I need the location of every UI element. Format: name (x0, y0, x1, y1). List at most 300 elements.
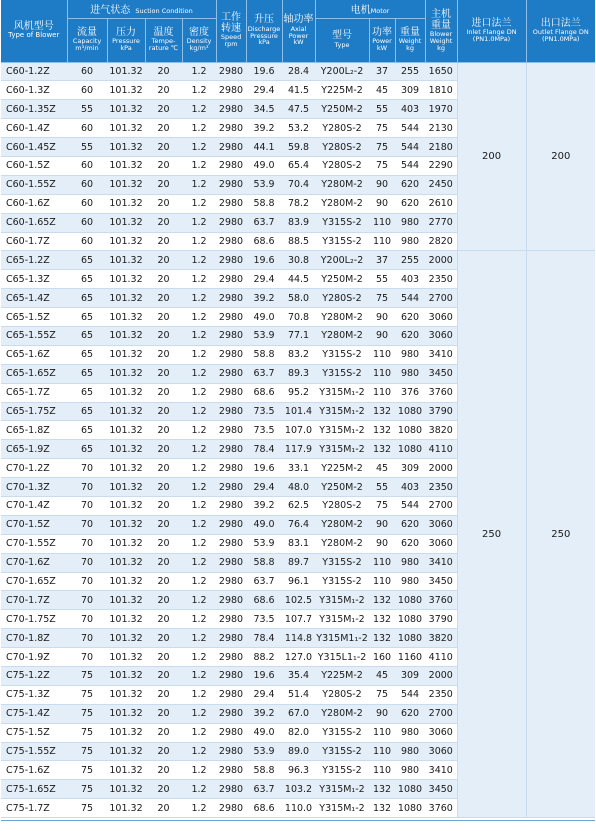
cell-capacity: 60 (67, 232, 107, 251)
cell-pressure: 101.32 (107, 100, 145, 119)
cell-axial-power: 95.2 (282, 383, 315, 402)
cell-density: 1.2 (182, 421, 216, 440)
outlet-flange-value: 200 (526, 62, 595, 251)
cell-blower-weight: 3790 (425, 402, 457, 421)
cell-capacity: 60 (67, 62, 107, 81)
cell-speed: 2980 (216, 610, 246, 629)
cell-capacity: 70 (67, 534, 107, 553)
cell-motor-power: 90 (369, 326, 395, 345)
cell-density: 1.2 (182, 459, 216, 478)
cell-motor-power: 37 (369, 62, 395, 81)
cell-capacity: 70 (67, 459, 107, 478)
cell-density: 1.2 (182, 534, 216, 553)
cell-axial-power: 41.5 (282, 81, 315, 100)
cell-temperature: 20 (145, 572, 182, 591)
cell-capacity: 75 (67, 704, 107, 723)
cell-model: C65-1.5Z (1, 308, 67, 327)
cell-motor-weight: 620 (395, 326, 425, 345)
cell-temperature: 20 (145, 156, 182, 175)
cell-motor-type: Y200L₂-2 (315, 251, 369, 270)
cell-axial-power: 33.1 (282, 459, 315, 478)
cell-speed: 2980 (216, 591, 246, 610)
cell-pressure: 101.32 (107, 723, 145, 742)
cell-axial-power: 51.4 (282, 685, 315, 704)
cell-model: C75-1.4Z (1, 704, 67, 723)
cell-motor-type: Y280S-2 (315, 289, 369, 308)
cell-axial-power: 102.5 (282, 591, 315, 610)
cell-motor-type: Y315S-2 (315, 232, 369, 251)
cell-motor-power: 75 (369, 119, 395, 138)
cell-motor-power: 75 (369, 138, 395, 157)
cell-motor-type: Y280M-2 (315, 308, 369, 327)
cell-speed: 2980 (216, 232, 246, 251)
header-capacity: 流量 Capacity m³/min (67, 18, 107, 62)
cell-motor-power: 90 (369, 308, 395, 327)
cell-pressure: 101.32 (107, 648, 145, 667)
cell-pressure: 101.32 (107, 610, 145, 629)
cell-blower-weight: 2000 (425, 667, 457, 686)
cell-blower-weight: 2610 (425, 194, 457, 213)
cell-speed: 2980 (216, 704, 246, 723)
cell-motor-type: Y315S-2 (315, 723, 369, 742)
cell-speed: 2980 (216, 572, 246, 591)
cell-motor-power: 110 (369, 553, 395, 572)
cell-model: C75-1.6Z (1, 761, 67, 780)
cell-blower-weight: 2700 (425, 704, 457, 723)
cell-pressure: 101.32 (107, 572, 145, 591)
cell-pressure: 101.32 (107, 81, 145, 100)
cell-speed: 2980 (216, 138, 246, 157)
cell-capacity: 65 (67, 364, 107, 383)
cell-motor-weight: 403 (395, 478, 425, 497)
cell-model: C70-1.75Z (1, 610, 67, 629)
cell-model: C65-1.4Z (1, 289, 67, 308)
cell-discharge: 29.4 (246, 81, 282, 100)
cell-speed: 2980 (216, 402, 246, 421)
cell-temperature: 20 (145, 685, 182, 704)
cell-model: C60-1.65Z (1, 213, 67, 232)
cell-pressure: 101.32 (107, 515, 145, 534)
cell-blower-weight: 3060 (425, 723, 457, 742)
cell-motor-weight: 255 (395, 251, 425, 270)
cell-density: 1.2 (182, 81, 216, 100)
cell-temperature: 20 (145, 761, 182, 780)
cell-capacity: 60 (67, 175, 107, 194)
cell-model: C70-1.65Z (1, 572, 67, 591)
cell-axial-power: 70.8 (282, 308, 315, 327)
cell-speed: 2980 (216, 308, 246, 327)
cell-blower-weight: 3410 (425, 553, 457, 572)
cell-blower-weight: 2770 (425, 213, 457, 232)
cell-axial-power: 78.2 (282, 194, 315, 213)
cell-axial-power: 114.8 (282, 629, 315, 648)
cell-motor-weight: 309 (395, 459, 425, 478)
cell-blower-weight: 1650 (425, 62, 457, 81)
cell-motor-power: 75 (369, 496, 395, 515)
cell-discharge: 49.0 (246, 156, 282, 175)
cell-motor-type: Y280M-2 (315, 515, 369, 534)
cell-motor-power: 75 (369, 289, 395, 308)
cell-blower-weight: 3450 (425, 780, 457, 799)
cell-temperature: 20 (145, 100, 182, 119)
cell-temperature: 20 (145, 667, 182, 686)
cell-axial-power: 53.2 (282, 119, 315, 138)
header-discharge: 升压 Discharge Pressure kPa (246, 0, 282, 62)
cell-motor-type: Y225M-2 (315, 667, 369, 686)
cell-model: C75-1.2Z (1, 667, 67, 686)
cell-blower-weight: 2700 (425, 496, 457, 515)
cell-density: 1.2 (182, 175, 216, 194)
cell-motor-type: Y280M-2 (315, 326, 369, 345)
cell-capacity: 75 (67, 667, 107, 686)
cell-density: 1.2 (182, 478, 216, 497)
cell-motor-weight: 980 (395, 742, 425, 761)
cell-temperature: 20 (145, 402, 182, 421)
cell-discharge: 78.4 (246, 629, 282, 648)
cell-temperature: 20 (145, 326, 182, 345)
cell-model: C60-1.5Z (1, 156, 67, 175)
cell-blower-weight: 4110 (425, 440, 457, 459)
cell-motor-weight: 403 (395, 100, 425, 119)
cell-density: 1.2 (182, 572, 216, 591)
cell-motor-power: 75 (369, 156, 395, 175)
cell-model: C65-1.75Z (1, 402, 67, 421)
cell-model: C60-1.7Z (1, 232, 67, 251)
cell-motor-power: 110 (369, 761, 395, 780)
cell-model: C60-1.55Z (1, 175, 67, 194)
cell-capacity: 70 (67, 629, 107, 648)
cell-capacity: 75 (67, 685, 107, 704)
cell-temperature: 20 (145, 119, 182, 138)
cell-density: 1.2 (182, 553, 216, 572)
cell-blower-weight: 2350 (425, 270, 457, 289)
header-suction-group: 进气状态 Suction Condition (67, 0, 216, 18)
cell-discharge: 88.2 (246, 648, 282, 667)
cell-speed: 2980 (216, 534, 246, 553)
cell-pressure: 101.32 (107, 742, 145, 761)
cell-blower-weight: 3060 (425, 742, 457, 761)
cell-axial-power: 82.0 (282, 723, 315, 742)
cell-speed: 2980 (216, 780, 246, 799)
cell-speed: 2980 (216, 326, 246, 345)
cell-blower-weight: 2130 (425, 119, 457, 138)
cell-pressure: 101.32 (107, 440, 145, 459)
cell-model: C65-1.55Z (1, 326, 67, 345)
cell-temperature: 20 (145, 478, 182, 497)
cell-motor-type: Y315M1₁-2 (315, 629, 369, 648)
cell-density: 1.2 (182, 685, 216, 704)
cell-temperature: 20 (145, 534, 182, 553)
cell-density: 1.2 (182, 251, 216, 270)
cell-capacity: 65 (67, 345, 107, 364)
cell-density: 1.2 (182, 326, 216, 345)
cell-motor-weight: 403 (395, 270, 425, 289)
header-motor-type: 型号 Type (315, 18, 369, 62)
cell-blower-weight: 3060 (425, 308, 457, 327)
cell-axial-power: 44.5 (282, 270, 315, 289)
cell-capacity: 70 (67, 553, 107, 572)
cell-motor-weight: 620 (395, 308, 425, 327)
cell-density: 1.2 (182, 723, 216, 742)
cell-motor-weight: 980 (395, 553, 425, 572)
cell-speed: 2980 (216, 723, 246, 742)
cell-pressure: 101.32 (107, 270, 145, 289)
cell-temperature: 20 (145, 270, 182, 289)
cell-density: 1.2 (182, 402, 216, 421)
cell-pressure: 101.32 (107, 326, 145, 345)
cell-motor-type: Y280S-2 (315, 496, 369, 515)
cell-axial-power: 89.7 (282, 553, 315, 572)
cell-motor-power: 90 (369, 534, 395, 553)
cell-blower-weight: 3060 (425, 534, 457, 553)
cell-motor-weight: 544 (395, 119, 425, 138)
cell-motor-type: Y280S-2 (315, 156, 369, 175)
cell-capacity: 75 (67, 799, 107, 818)
cell-speed: 2980 (216, 289, 246, 308)
cell-axial-power: 76.4 (282, 515, 315, 534)
cell-discharge: 58.8 (246, 345, 282, 364)
cell-model: C60-1.35Z (1, 100, 67, 119)
inlet-flange-value: 250 (457, 251, 526, 818)
cell-discharge: 34.5 (246, 100, 282, 119)
cell-motor-weight: 544 (395, 138, 425, 157)
cell-pressure: 101.32 (107, 459, 145, 478)
cell-speed: 2980 (216, 383, 246, 402)
cell-motor-weight: 544 (395, 156, 425, 175)
cell-density: 1.2 (182, 100, 216, 119)
cell-discharge: 73.5 (246, 610, 282, 629)
cell-motor-power: 55 (369, 100, 395, 119)
cell-motor-type: Y315M₁-2 (315, 421, 369, 440)
cell-temperature: 20 (145, 194, 182, 213)
cell-motor-power: 45 (369, 667, 395, 686)
cell-discharge: 29.4 (246, 478, 282, 497)
cell-axial-power: 67.0 (282, 704, 315, 723)
cell-discharge: 58.8 (246, 553, 282, 572)
cell-density: 1.2 (182, 308, 216, 327)
cell-discharge: 49.0 (246, 723, 282, 742)
cell-discharge: 68.6 (246, 383, 282, 402)
cell-motor-power: 110 (369, 232, 395, 251)
cell-density: 1.2 (182, 704, 216, 723)
cell-density: 1.2 (182, 156, 216, 175)
cell-motor-type: Y280S-2 (315, 138, 369, 157)
cell-temperature: 20 (145, 799, 182, 818)
cell-discharge: 63.7 (246, 572, 282, 591)
cell-axial-power: 89.0 (282, 742, 315, 761)
cell-axial-power: 77.1 (282, 326, 315, 345)
cell-axial-power: 48.0 (282, 478, 315, 497)
cell-density: 1.2 (182, 629, 216, 648)
cell-density: 1.2 (182, 364, 216, 383)
header-motor-power: 功率 Power kW (369, 18, 395, 62)
cell-model: C70-1.3Z (1, 478, 67, 497)
cell-capacity: 60 (67, 213, 107, 232)
cell-axial-power: 62.5 (282, 496, 315, 515)
cell-pressure: 101.32 (107, 251, 145, 270)
cell-motor-weight: 620 (395, 194, 425, 213)
cell-motor-type: Y315M₁-2 (315, 799, 369, 818)
cell-temperature: 20 (145, 383, 182, 402)
cell-pressure: 101.32 (107, 383, 145, 402)
cell-discharge: 53.9 (246, 175, 282, 194)
cell-blower-weight: 3760 (425, 383, 457, 402)
table-header (1, 0, 595, 62)
cell-motor-type: Y315S-2 (315, 742, 369, 761)
cell-speed: 2980 (216, 496, 246, 515)
cell-discharge: 63.7 (246, 780, 282, 799)
cell-blower-weight: 2000 (425, 459, 457, 478)
cell-blower-weight: 3410 (425, 345, 457, 364)
cell-motor-power: 110 (369, 383, 395, 402)
cell-pressure: 101.32 (107, 629, 145, 648)
cell-density: 1.2 (182, 515, 216, 534)
cell-discharge: 49.0 (246, 515, 282, 534)
cell-density: 1.2 (182, 213, 216, 232)
cell-motor-type: Y315M₁-2 (315, 383, 369, 402)
cell-model: C70-1.8Z (1, 629, 67, 648)
cell-discharge: 58.8 (246, 761, 282, 780)
cell-capacity: 70 (67, 591, 107, 610)
cell-discharge: 19.6 (246, 251, 282, 270)
cell-density: 1.2 (182, 62, 216, 81)
cell-axial-power: 110.0 (282, 799, 315, 818)
cell-motor-type: Y280M-2 (315, 704, 369, 723)
cell-pressure: 101.32 (107, 421, 145, 440)
cell-blower-weight: 1810 (425, 81, 457, 100)
cell-pressure: 101.32 (107, 667, 145, 686)
cell-temperature: 20 (145, 704, 182, 723)
table-row (1, 62, 595, 81)
cell-motor-type: Y315S-2 (315, 364, 369, 383)
table-body (1, 62, 595, 818)
cell-pressure: 101.32 (107, 591, 145, 610)
cell-density: 1.2 (182, 742, 216, 761)
cell-axial-power: 47.5 (282, 100, 315, 119)
cell-discharge: 68.6 (246, 591, 282, 610)
cell-speed: 2980 (216, 478, 246, 497)
cell-discharge: 39.2 (246, 496, 282, 515)
cell-blower-weight: 1970 (425, 100, 457, 119)
cell-motor-type: Y315M₁-2 (315, 780, 369, 799)
cell-model: C70-1.4Z (1, 496, 67, 515)
cell-speed: 2980 (216, 742, 246, 761)
cell-capacity: 65 (67, 251, 107, 270)
header-motor-group: 电机Motor (315, 0, 425, 18)
cell-axial-power: 59.8 (282, 138, 315, 157)
cell-discharge: 58.8 (246, 194, 282, 213)
header-temperature: 温度 Tempe- rature ℃ (145, 18, 182, 62)
cell-motor-power: 132 (369, 440, 395, 459)
table-bottom-rule (1, 820, 595, 821)
cell-axial-power: 58.0 (282, 289, 315, 308)
cell-discharge: 53.9 (246, 326, 282, 345)
cell-temperature: 20 (145, 81, 182, 100)
cell-pressure: 101.32 (107, 478, 145, 497)
cell-pressure: 101.32 (107, 232, 145, 251)
cell-motor-type: Y250M-2 (315, 478, 369, 497)
cell-speed: 2980 (216, 515, 246, 534)
cell-pressure: 101.32 (107, 119, 145, 138)
blower-spec-table (1, 0, 595, 818)
cell-motor-power: 37 (369, 251, 395, 270)
cell-capacity: 65 (67, 289, 107, 308)
cell-axial-power: 117.9 (282, 440, 315, 459)
cell-motor-weight: 1080 (395, 402, 425, 421)
cell-pressure: 101.32 (107, 213, 145, 232)
header-density: 密度 Density kg/m³ (182, 18, 216, 62)
cell-pressure: 101.32 (107, 364, 145, 383)
cell-pressure: 101.32 (107, 138, 145, 157)
cell-model: C70-1.2Z (1, 459, 67, 478)
cell-motor-weight: 620 (395, 515, 425, 534)
cell-blower-weight: 3820 (425, 421, 457, 440)
cell-axial-power: 96.3 (282, 761, 315, 780)
cell-discharge: 63.7 (246, 364, 282, 383)
cell-model: C75-1.55Z (1, 742, 67, 761)
cell-model: C65-1.65Z (1, 364, 67, 383)
cell-motor-weight: 309 (395, 81, 425, 100)
cell-motor-type: Y250M-2 (315, 270, 369, 289)
cell-temperature: 20 (145, 213, 182, 232)
cell-temperature: 20 (145, 515, 182, 534)
cell-speed: 2980 (216, 364, 246, 383)
cell-density: 1.2 (182, 194, 216, 213)
cell-temperature: 20 (145, 62, 182, 81)
cell-motor-power: 132 (369, 421, 395, 440)
cell-model: C65-1.8Z (1, 421, 67, 440)
cell-motor-type: Y280S-2 (315, 685, 369, 704)
cell-motor-power: 90 (369, 175, 395, 194)
cell-motor-power: 132 (369, 591, 395, 610)
header-speed: 工作转速 Speed rpm (216, 0, 246, 62)
cell-capacity: 75 (67, 723, 107, 742)
cell-motor-power: 110 (369, 345, 395, 364)
cell-discharge: 49.0 (246, 308, 282, 327)
header-model: 风机型号 Type of Blower (1, 0, 67, 62)
cell-discharge: 78.4 (246, 440, 282, 459)
cell-motor-weight: 980 (395, 364, 425, 383)
cell-axial-power: 127.0 (282, 648, 315, 667)
cell-temperature: 20 (145, 289, 182, 308)
cell-density: 1.2 (182, 799, 216, 818)
cell-motor-weight: 620 (395, 534, 425, 553)
cell-motor-power: 55 (369, 478, 395, 497)
cell-motor-weight: 980 (395, 761, 425, 780)
cell-speed: 2980 (216, 421, 246, 440)
cell-capacity: 70 (67, 515, 107, 534)
cell-speed: 2980 (216, 667, 246, 686)
cell-density: 1.2 (182, 761, 216, 780)
cell-motor-type: Y315M₁-2 (315, 440, 369, 459)
cell-temperature: 20 (145, 591, 182, 610)
cell-pressure: 101.32 (107, 402, 145, 421)
cell-capacity: 75 (67, 761, 107, 780)
cell-density: 1.2 (182, 496, 216, 515)
cell-temperature: 20 (145, 553, 182, 572)
cell-motor-weight: 620 (395, 175, 425, 194)
cell-discharge: 39.2 (246, 289, 282, 308)
cell-speed: 2980 (216, 62, 246, 81)
cell-motor-type: Y280S-2 (315, 119, 369, 138)
cell-temperature: 20 (145, 459, 182, 478)
cell-motor-power: 45 (369, 81, 395, 100)
cell-discharge: 63.7 (246, 213, 282, 232)
cell-speed: 2980 (216, 799, 246, 818)
cell-temperature: 20 (145, 175, 182, 194)
cell-axial-power: 96.1 (282, 572, 315, 591)
cell-discharge: 39.2 (246, 704, 282, 723)
